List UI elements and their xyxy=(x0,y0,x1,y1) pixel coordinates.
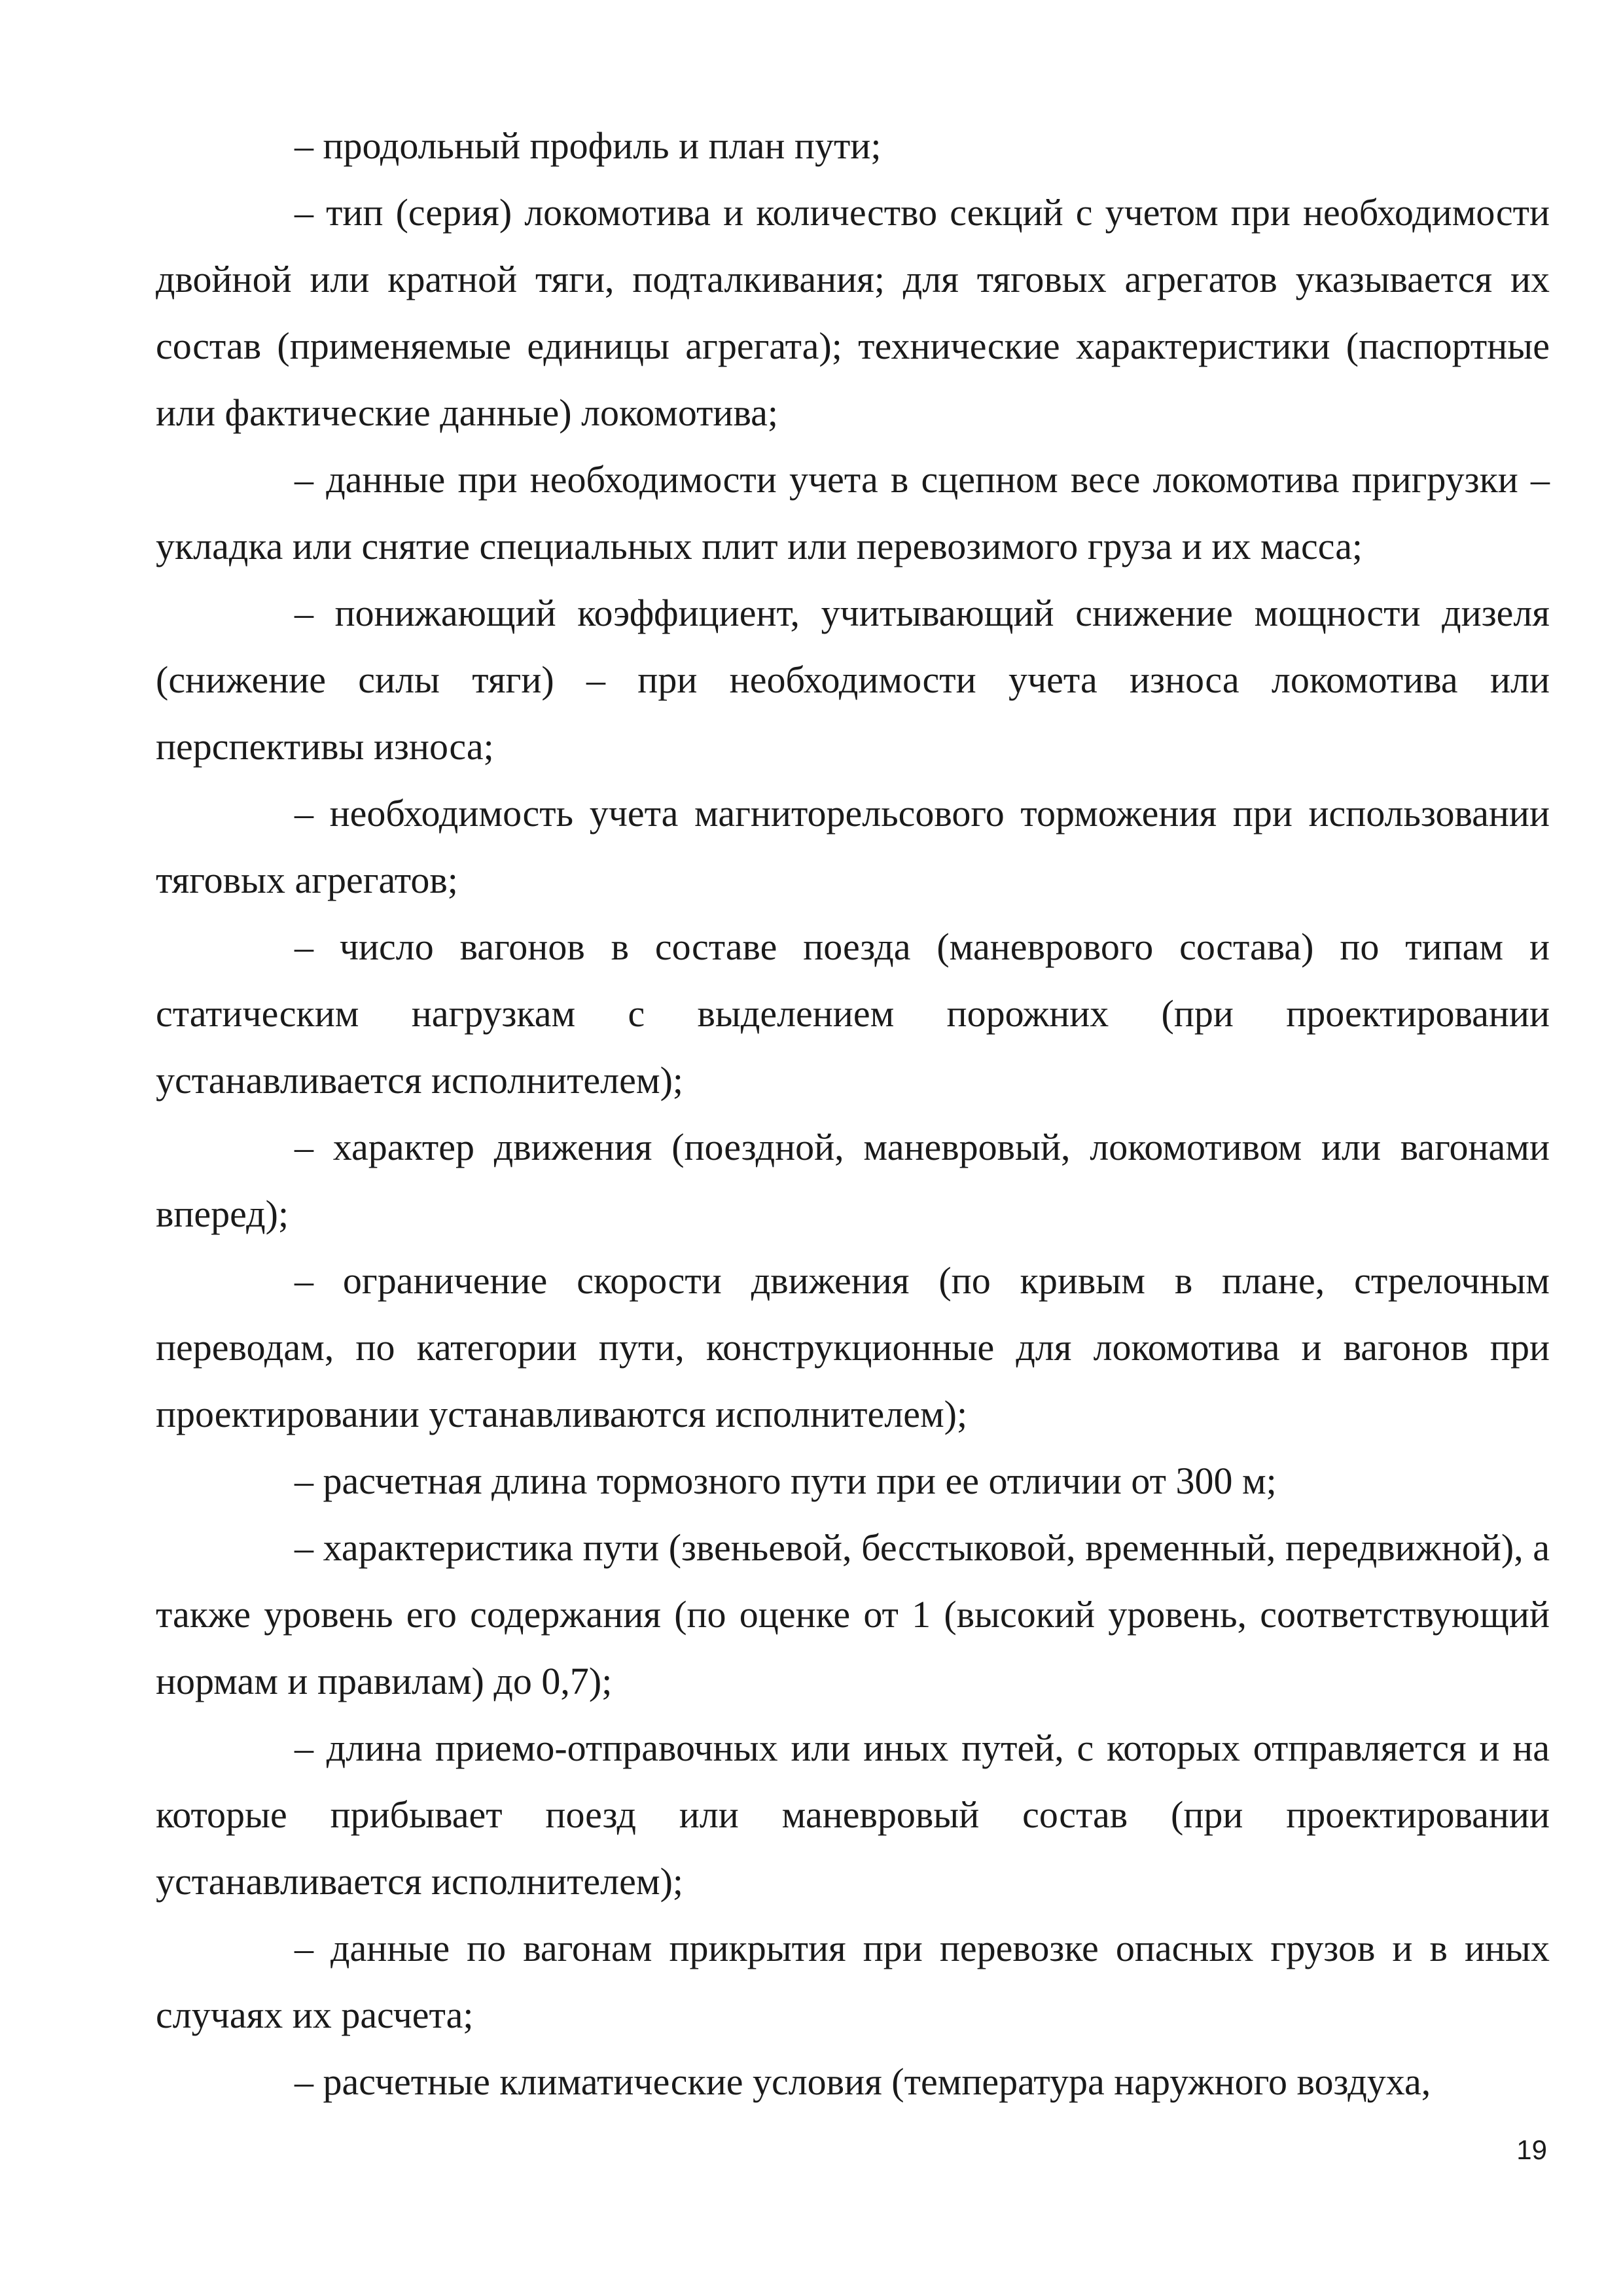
list-item-climate-conditions: – расчетные климатические условия (температура наружного воздуха, xyxy=(294,2060,1431,2103)
list-item-reduction-coefficient: – понижающий коэффициент, учитывающий снижение мощности дизеля (снижение силы тяги) – при необходимости учета износа локомотива или перспективы износа; xyxy=(156,592,1550,768)
list-item-movement-type: – характер движения (поездной, маневровый, локомотивом или вагонами вперед); xyxy=(156,1126,1550,1235)
list-item-track-profile: – продольный профиль и план пути; xyxy=(294,124,882,167)
list-item-magnetic-braking: – необходимость учета магниторельсового торможения при использовании тяговых агрегатов; xyxy=(156,792,1550,901)
page-number: 19 xyxy=(1516,2134,1547,2165)
list-item-locomotive-type: – тип (серия) локомотива и количество секций с учетом при необходимости двойной или кратной тяги, подталкивания; для тяговых агрегатов указывается их состав (применяемые единицы агрегата); технические характеристики (паспортные или фактические данные) локомотива; xyxy=(156,191,1550,434)
list-item-track-length: – длина приемо-отправочных или иных путей, с которых отправляется и на которые прибывает поезд или маневровый состав (при проектировании устанавливается исполнителем); xyxy=(156,1727,1550,1903)
list-item-ballast-data: – данные при необходимости учета в сцепном весе локомотива пригрузки – укладка или снятие специальных плит или перевозимого груза и их масса; xyxy=(156,458,1550,567)
document-body xyxy=(156,113,1550,2115)
list-item-speed-limits: – ограничение скорости движения (по кривым в плане, стрелочным переводам, по категории пути, конструкционные для локомотива и вагонов при проектировании устанавливаются исполнителем); xyxy=(156,1259,1550,1435)
list-item-braking-distance: – расчетная длина тормозного пути при ее отличии от 300 м; xyxy=(294,1460,1277,1502)
list-item-wagon-count: – число вагонов в составе поезда (маневрового состава) по типам и статическим нагрузкам с выделением порожних (при проектировании устанавливается исполнителем); xyxy=(156,925,1550,1102)
list-item-cover-wagons: – данные по вагонам прикрытия при перевозке опасных грузов и в иных случаях их расчета; xyxy=(156,1927,1550,2036)
list-item-track-characteristics: – характеристика пути (звеньевой, бесстыковой, временный, передвижной), а также уровень его содержания (по оценке от 1 (высокий уровень, соответствующий нормам и правилам) до 0,7); xyxy=(156,1526,1550,1702)
